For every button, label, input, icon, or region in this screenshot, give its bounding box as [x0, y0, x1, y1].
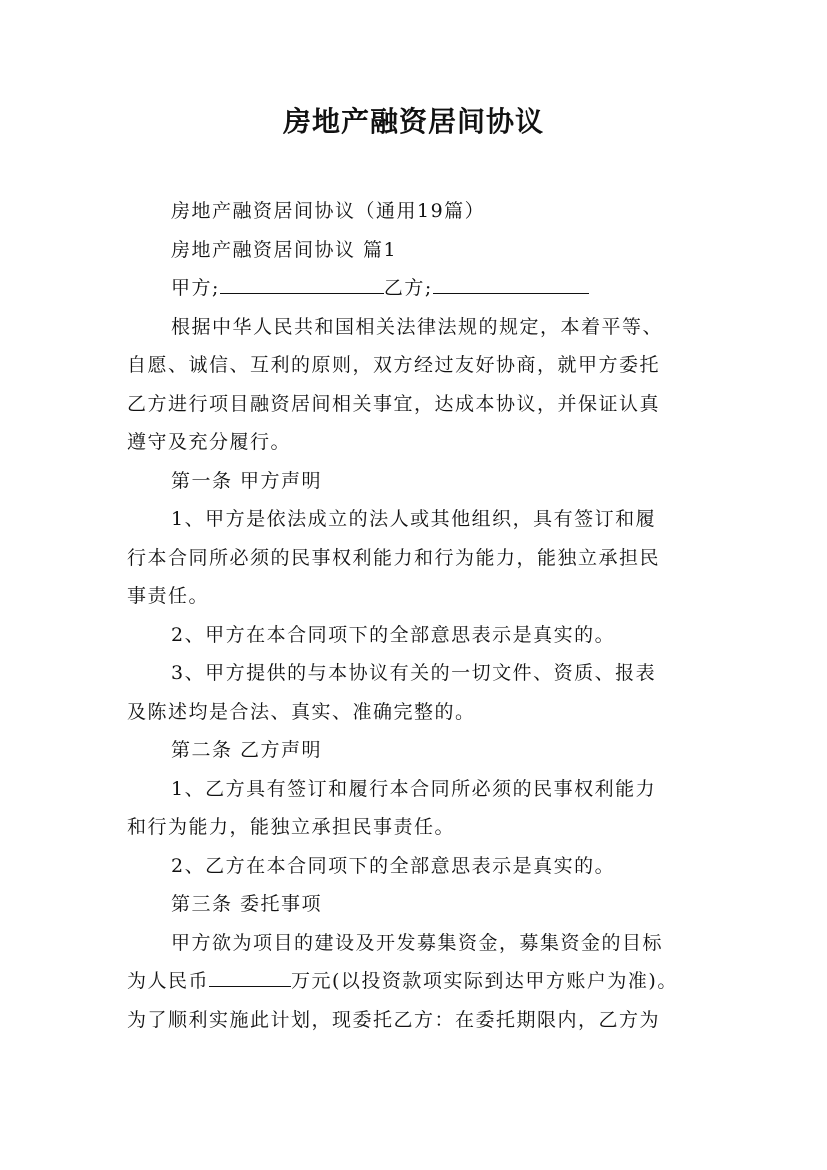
paragraph-line: 为了顺利实施此计划，现委托乙方：在委托期限内，乙方为 — [127, 1008, 661, 1031]
amount-blank — [209, 962, 291, 987]
paragraph-line: 行本合同所必须的民事权利能力和行为能力，能独立承担民 — [127, 546, 661, 569]
subtitle-line: 房地产融资居间协议（通用19篇） — [171, 200, 486, 222]
paragraph-line: 2、甲方在本合同项下的全部意思表示是真实的。 — [171, 623, 616, 646]
paragraph-line: 1、乙方具有签订和履行本合同所必须的民事权利能力 — [171, 777, 657, 800]
document-title: 房地产融资居间协议 — [282, 105, 544, 138]
party-a-blank — [220, 269, 384, 294]
paragraph-line: 遵守及充分履行。 — [127, 431, 292, 453]
party-b-label: 乙方; — [383, 277, 433, 299]
paragraph-line: 根据中华人民共和国相关法律法规的规定，本着平等、 — [171, 315, 664, 338]
article-heading: 第二条 乙方声明 — [171, 739, 323, 761]
paragraph-line: 事责任。 — [127, 585, 210, 607]
article-heading: 第三条 委托事项 — [171, 893, 323, 915]
article-heading: 第一条 甲方声明 — [171, 469, 323, 492]
paragraph-line: 自愿、诚信、互利的原则，双方经过友好协商，就甲方委托 — [127, 354, 661, 376]
party-b-blank — [433, 269, 589, 294]
paragraph-line: 及陈述均是合法、真实、准确完整的。 — [127, 700, 476, 723]
section-heading: 房地产融资居间协议 篇1 — [171, 238, 398, 261]
paragraph-line: 乙方进行项目融资居间相关事宜，达成本协议，并保证认真 — [127, 392, 661, 415]
paragraph-line: 3、甲方提供的与本协议有关的一切文件、资质、报表 — [171, 662, 657, 684]
party-a-label: 甲方; — [171, 277, 220, 299]
paragraph-line: 2、乙方在本合同项下的全部意思表示是真实的。 — [171, 854, 616, 877]
paragraph-line: 和行为能力，能独立承担民事责任。 — [127, 816, 456, 838]
document-body — [127, 192, 717, 1039]
amount-prefix: 为人民币 — [127, 970, 210, 992]
paragraph-line: 甲方欲为项目的建设及开发募集资金，募集资金的目标 — [171, 931, 664, 954]
paragraph-line: 1、甲方是依法成立的法人或其他组织，具有签订和履 — [171, 508, 657, 530]
parties-line — [127, 269, 717, 308]
amount-suffix: 万元(以投资款项实际到达甲方账户为准)。 — [291, 970, 678, 992]
amount-line — [127, 962, 717, 1001]
